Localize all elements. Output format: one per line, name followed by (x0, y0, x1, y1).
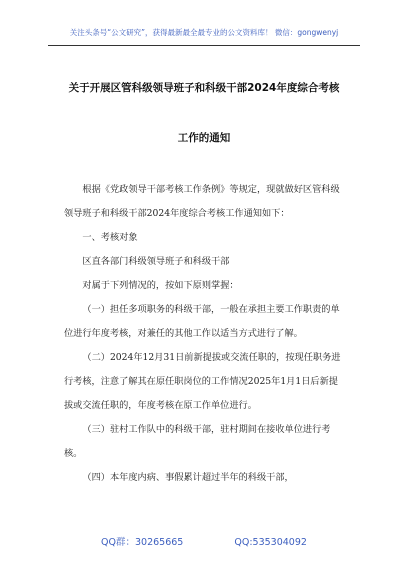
footer-qq-group: QQ群：30265665 (101, 537, 184, 548)
document-title-line-1: 关于开展区管科级领导班子和科级干部2024年度综合考核 (68, 82, 340, 94)
paragraph: （四）本年度内病、事假累计超过半年的科级干部， (82, 472, 294, 483)
paragraph: 对属于下列情况的，按如下原则掌握： (82, 280, 239, 291)
document-body (64, 178, 344, 490)
header-divider (48, 45, 360, 46)
header-note: 关注头条号“公文研究”，获得最新最全最专业的公文资料库！ 微信：gongwenyj (69, 28, 339, 37)
section-heading: 一、考核对象 (82, 232, 138, 243)
footer (0, 534, 408, 548)
footer-qq-contact: QQ:535304092 (234, 537, 307, 548)
document-title-line-2: 工作的通知 (177, 132, 231, 144)
paragraph: 区直各部门科级领导班子和科级干部 (82, 256, 230, 267)
paragraph: （一）担任多项职务的科级干部，一般在承担主要工作职责的单位进行年度考核，对兼任的其他工作以适当方式进行了解。 (64, 304, 340, 339)
paragraph: （三）驻村工作队中的科级干部，驻村期间在接收单位进行考核。 (64, 424, 331, 459)
paragraph: （二）2024年12月31日前新提拔或交流任职的，按现任职务进行考核，注意了解其在原任职岗位的工作情况2025年1月1日后新提拔或交流任职的，年度考核在原工作单位进行。 (64, 352, 341, 411)
paragraph: 根据《党政领导干部考核工作条例》等规定，现就做好区管科级领导班子和科级干部2024年度综合考核工作通知如下： (64, 184, 340, 219)
